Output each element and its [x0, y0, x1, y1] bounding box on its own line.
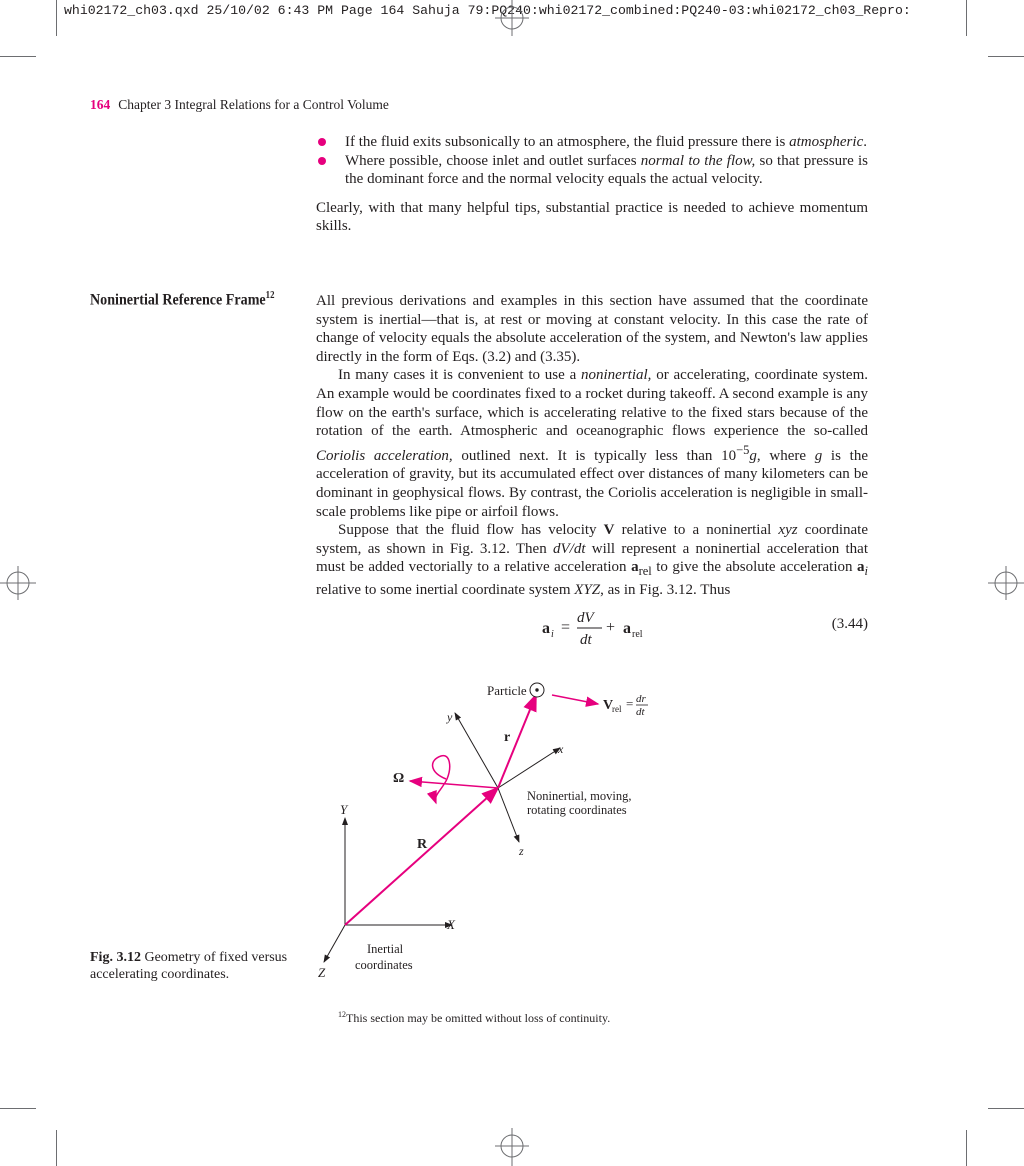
- summary-paragraph: Clearly, with that many helpful tips, substantial practice is needed to achieve momentum skills.: [316, 199, 868, 235]
- list-item: If the fluid exits subsonically to an atmosphere, the fluid pressure there is atmospheric.: [316, 133, 868, 152]
- z-label: z: [519, 844, 524, 858]
- footnote: [338, 1010, 610, 1026]
- printer-slug: whi02172_ch03.qxd 25/10/02 6:43 PM Page 164 Sahuja 79:PQ240:whi02172_combined:PQ240-03:whi02172_ch03_Repro:: [64, 3, 911, 18]
- eq-equals: =: [561, 619, 571, 636]
- crop-mark: [966, 0, 967, 36]
- figure-caption: [90, 949, 305, 983]
- eq-num: dV: [577, 610, 594, 626]
- Vrel-label: V: [603, 698, 614, 713]
- inertial-Z-axis: [324, 925, 345, 962]
- caption-label: Fig. 3.12: [90, 950, 141, 965]
- x-label: x: [558, 742, 564, 756]
- equation-3-44: [540, 602, 870, 650]
- footnote-number: 12: [338, 1010, 346, 1019]
- footnote-ref: 12: [265, 290, 275, 301]
- inertial-label-2: coordinates: [355, 958, 413, 972]
- footnote-text: This section may be omitted without loss of continuity.: [346, 1011, 611, 1025]
- eq-lhs-sub: i: [551, 629, 554, 640]
- noninertial-label-1: Noninertial, moving,: [527, 789, 632, 803]
- eq-rhs-sub: rel: [632, 629, 643, 640]
- caption-text: Geometry of fixed versus accelerating coordinates.: [90, 950, 288, 982]
- paragraph: In many cases it is convenient to use a noninertial, or accelerating, coordinate system. An example would be coordinates fixed to a rocket during takeoff. A second example is any flow on the earth's surface, which is accelerating relative to the fixed stars because of the rotation of the earth. Atmospheric and oceanographic flows experience the so-called Coriolis acceleration, outlined next. It is typically less than $10^{-5}g$, where g is the acceleration of gravity, but its accumulated effect over distances of many kilometers can be dominant in geophysical flows. By contrast, the Coriolis acceleration is negligible in small-scale problems like pipe or airfoil flows.: [316, 367, 868, 520]
- Vrel-vector: [552, 695, 598, 704]
- section-body: [316, 292, 868, 600]
- eq-rhs: a: [623, 620, 631, 637]
- tips-list: [316, 133, 868, 236]
- page-number: 164: [90, 97, 111, 112]
- paragraph: All previous derivations and examples in this section have assumed that the coordinate system is inertial—that is, at rest or moving at constant velocity. In this case the rate of change of velocity equals the absolute acceleration of the system, and Newton's law applies directly in the form of Eqs. (3.2) and (3.35).: [316, 293, 868, 365]
- omega-vector: [410, 781, 498, 788]
- particle-label: Particle: [487, 683, 527, 698]
- crop-mark: [966, 1130, 967, 1166]
- chapter-title: Chapter 3 Integral Relations for a Control Volume: [118, 97, 389, 112]
- bullet-icon: [318, 138, 326, 146]
- bullet-icon: [318, 157, 326, 165]
- Vrel-den: dt: [636, 706, 645, 718]
- eq-plus: +: [606, 619, 616, 636]
- eq-den: dt: [580, 632, 592, 648]
- crop-mark: [56, 0, 57, 36]
- Vrel-sub: rel: [612, 704, 622, 714]
- equation-number: (3.44): [831, 616, 868, 632]
- Vrel-equals: =: [626, 696, 634, 711]
- figure-3-12: [300, 675, 680, 985]
- noninertial-z-axis: [498, 788, 519, 842]
- noninertial-y-axis: [455, 713, 498, 788]
- crop-mark: [0, 56, 36, 57]
- R-vector: [345, 788, 498, 925]
- Z-label: Z: [318, 965, 326, 980]
- crop-mark: [56, 1130, 57, 1166]
- rotation-arrow: [433, 756, 450, 803]
- noninertial-label-2: rotating coordinates: [527, 803, 627, 817]
- inertial-label-1: Inertial: [367, 942, 404, 956]
- particle-dot: [535, 688, 538, 691]
- noninertial-x-axis: [498, 748, 560, 788]
- crop-mark: [988, 1108, 1024, 1109]
- paragraph: Suppose that the fluid flow has velocity V relative to a noninertial xyz coordinate system, as shown in Fig. 3.12. Then dV/dt will represent a noninertial acceleration that must be added vectorially to a relative acceleration $a_{rel}$ to give the absolute acceleration $a_i$ relative to some inertial coordinate system XYZ, as in Fig. 3.12. Thus: [316, 522, 869, 598]
- y-label: y: [447, 710, 453, 724]
- Y-label: Y: [340, 802, 348, 817]
- running-head: [90, 97, 389, 113]
- list-item: Where possible, choose inlet and outlet surfaces normal to the flow, so that pressure is the dominant force and the normal velocity equals the actual velocity.: [316, 152, 868, 189]
- Vrel-num: dr: [636, 693, 646, 705]
- crop-mark: [988, 56, 1024, 57]
- omega-label: Ω: [393, 771, 405, 786]
- equation-graphic: [540, 602, 870, 650]
- section-heading: Noninertial Reference Frame$^{12}$: [90, 290, 275, 309]
- r-label: r: [504, 730, 511, 745]
- R-label: R: [417, 837, 428, 852]
- eq-lhs: a: [542, 620, 550, 637]
- crop-mark: [0, 1108, 36, 1109]
- X-label: X: [447, 917, 455, 932]
